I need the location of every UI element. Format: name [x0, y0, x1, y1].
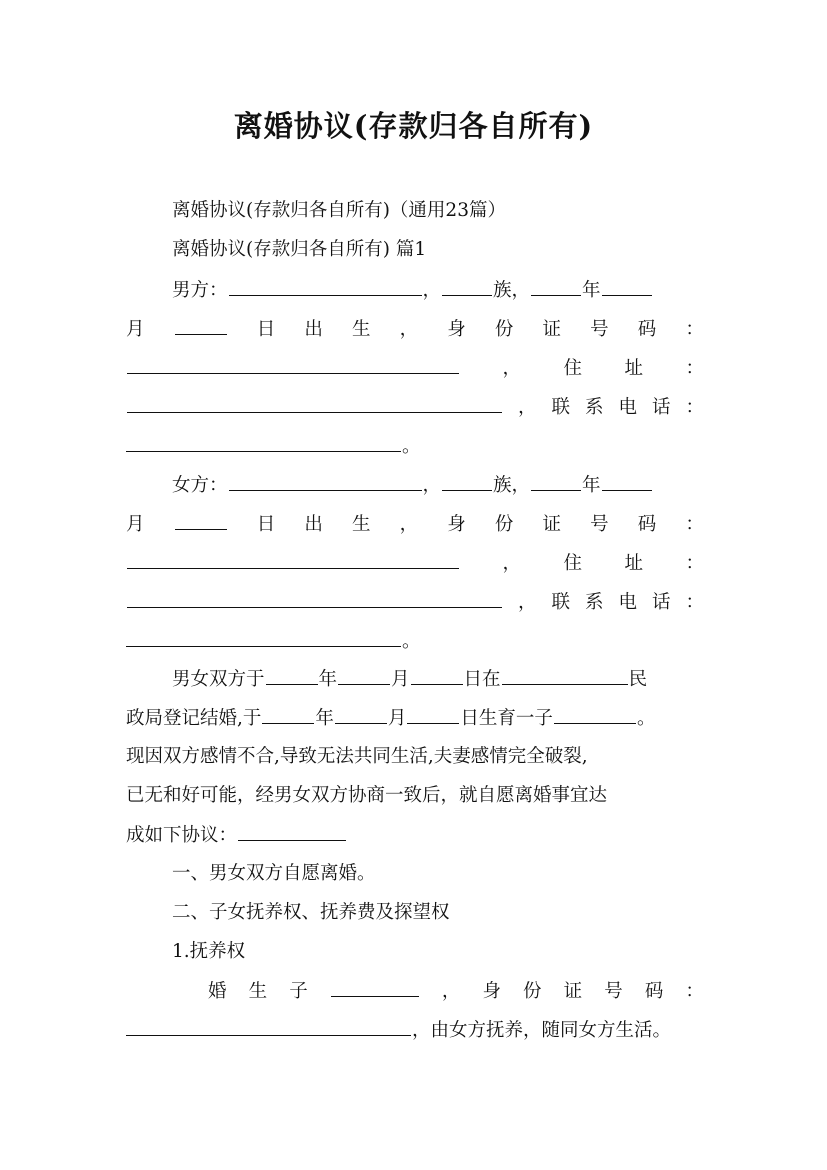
male-ethnicity-blank[interactable]	[442, 277, 492, 296]
char: 电	[618, 592, 637, 613]
text: 民	[628, 669, 648, 690]
char: 份	[494, 514, 514, 535]
month-label: 月	[126, 319, 145, 340]
male-address-blank[interactable]	[127, 394, 502, 413]
punct: ，	[517, 397, 537, 418]
punct: 。	[402, 631, 421, 652]
custody-line	[126, 978, 704, 1005]
ethnicity-label: 族，	[493, 280, 531, 301]
male-birth-line	[126, 316, 704, 343]
female-name-line	[126, 472, 704, 499]
female-label: 女方：	[172, 475, 228, 496]
male-phone-line	[126, 433, 704, 460]
document-title: 离婚协议(存款归各自所有)	[233, 109, 594, 143]
clause-2-1: 1.抚养权	[172, 941, 246, 962]
char: 话	[651, 592, 671, 613]
char: 出	[304, 514, 323, 535]
char: 码	[637, 514, 657, 535]
char: 住	[563, 358, 582, 379]
text: 月	[387, 708, 407, 729]
text: 年	[318, 669, 338, 690]
marriage-day-blank[interactable]	[411, 666, 463, 685]
punct: 。	[402, 436, 421, 457]
char: 电	[618, 397, 637, 418]
section-heading: 离婚协议(存款归各自所有) 篇1	[172, 239, 427, 260]
text: 男女双方于	[172, 669, 265, 690]
female-birth-year-blank[interactable]	[531, 472, 581, 491]
female-ethnicity-blank[interactable]	[442, 472, 492, 491]
punct: ，	[422, 475, 442, 496]
child-birth-year-blank[interactable]	[262, 705, 314, 724]
male-birth-year-blank[interactable]	[531, 277, 581, 296]
punct: ：	[685, 514, 704, 535]
marriage-line-3: 现因双方感情不合,导致无法共同生活,夫妻感情完全破裂,	[126, 746, 588, 767]
char: 生	[248, 981, 268, 1002]
text: ，由女方抚养，随同女方生活。	[412, 1020, 672, 1041]
child-id-blank[interactable]	[126, 1017, 411, 1036]
female-birth-line	[126, 511, 704, 538]
char: 联	[551, 592, 570, 613]
char: 住	[563, 553, 582, 574]
text: 日生育一子	[460, 708, 553, 729]
text: 日在	[463, 669, 501, 690]
male-name-line	[126, 277, 704, 304]
punct: 。	[636, 708, 656, 729]
female-phone-blank[interactable]	[126, 628, 401, 647]
text: 月	[391, 669, 410, 690]
male-birth-month-blank[interactable]	[602, 277, 652, 296]
month-label: 月	[126, 514, 145, 535]
male-phone-blank[interactable]	[126, 433, 401, 452]
char: 日	[256, 514, 276, 535]
female-name-blank[interactable]	[229, 472, 422, 491]
male-label: 男方：	[172, 280, 228, 301]
char: 码	[644, 981, 664, 1002]
male-address-line	[126, 394, 704, 421]
marriage-line-2	[126, 705, 704, 732]
custody-line-2	[126, 1017, 704, 1044]
char: 证	[542, 514, 561, 535]
char: 号	[590, 514, 609, 535]
char: 联	[551, 397, 570, 418]
char: 系	[584, 397, 604, 418]
child-birth-day-blank[interactable]	[407, 705, 459, 724]
text: 政局登记结婚,于	[126, 708, 262, 729]
char: 码	[637, 319, 657, 340]
char: 日	[256, 319, 276, 340]
char: 身	[447, 514, 466, 535]
text: 成如下协议：	[126, 825, 238, 846]
char: 号	[604, 981, 623, 1002]
female-id-line	[126, 550, 704, 577]
female-birth-day-blank[interactable]	[175, 511, 227, 530]
char: 身	[482, 981, 501, 1002]
punct: ，	[517, 592, 537, 613]
child-birth-month-blank[interactable]	[335, 705, 387, 724]
punct: ：	[685, 553, 704, 574]
marriage-line-5	[126, 822, 704, 849]
punct: ，	[399, 514, 419, 535]
char: 份	[523, 981, 542, 1002]
punct: ，	[502, 358, 521, 379]
marriage-line-4: 已无和好可能，经男女双方协商一致后，就自愿离婚事宜达	[126, 785, 608, 806]
clause-2: 二、子女抚养权、抚养费及探望权	[172, 902, 450, 923]
punct: ：	[685, 397, 704, 418]
agreement-blank[interactable]	[238, 822, 346, 841]
punct: ，	[441, 981, 461, 1002]
document-subtitle: 离婚协议(存款归各自所有)（通用23篇）	[172, 200, 506, 221]
char: 身	[447, 319, 466, 340]
ethnicity-label: 族，	[493, 475, 531, 496]
male-id-blank[interactable]	[127, 355, 459, 374]
char: 系	[584, 592, 604, 613]
year-label: 年	[582, 475, 601, 496]
punct: ：	[685, 981, 704, 1002]
clause-1: 一、男女双方自愿离婚。	[172, 863, 376, 884]
male-birth-day-blank[interactable]	[175, 316, 227, 335]
char: 证	[542, 319, 561, 340]
char: 子	[289, 981, 308, 1002]
punct: ，	[422, 280, 442, 301]
year-label: 年	[582, 280, 601, 301]
char: 址	[624, 358, 643, 379]
child-name-blank-2[interactable]	[331, 978, 419, 997]
char: 份	[494, 319, 514, 340]
punct: ：	[685, 358, 704, 379]
char: 号	[590, 319, 609, 340]
marriage-line-1	[126, 666, 704, 693]
punct: ，	[399, 319, 419, 340]
punct: ：	[685, 592, 704, 613]
punct: ：	[685, 319, 704, 340]
female-id-blank[interactable]	[127, 550, 459, 569]
char: 址	[624, 553, 643, 574]
female-address-line	[126, 589, 704, 616]
male-id-line	[126, 355, 704, 382]
registry-blank[interactable]	[502, 666, 628, 685]
child-name-blank[interactable]	[554, 705, 636, 724]
char: 证	[563, 981, 583, 1002]
char: 婚	[208, 981, 227, 1002]
male-name-blank[interactable]	[229, 277, 422, 296]
female-address-blank[interactable]	[127, 589, 502, 608]
female-birth-month-blank[interactable]	[602, 472, 652, 491]
char: 生	[351, 319, 371, 340]
marriage-year-blank[interactable]	[266, 666, 318, 685]
punct: ，	[502, 553, 521, 574]
text: 年	[315, 708, 334, 729]
char: 出	[304, 319, 323, 340]
char: 话	[651, 397, 671, 418]
marriage-month-blank[interactable]	[338, 666, 390, 685]
female-phone-line	[126, 628, 704, 655]
char: 生	[351, 514, 371, 535]
